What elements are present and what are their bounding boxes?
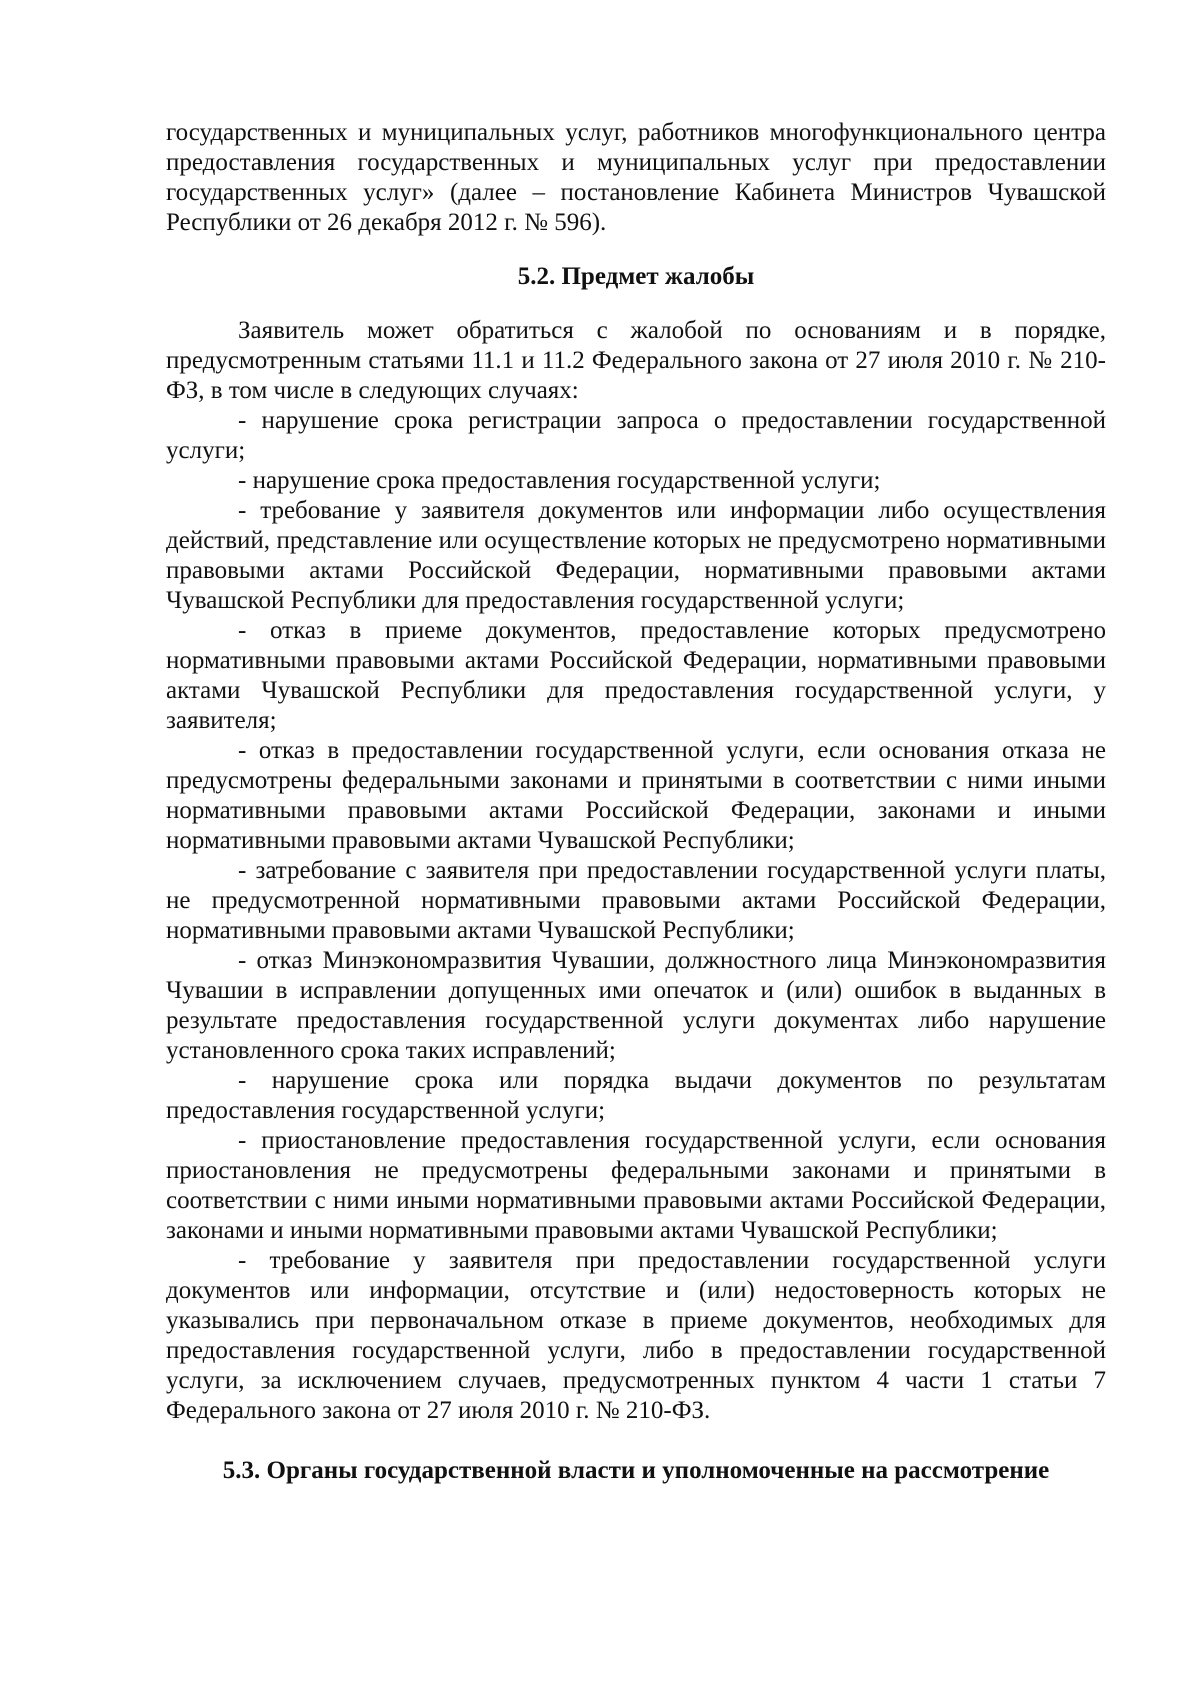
section-5-2-lead: Заявитель может обратиться с жалобой по основаниям и в порядке, предусмотренным статьями 11.1 и 11.2 Федерального закона от 27 июля 2010 г. № 210-ФЗ, в том числе в следующих случаях: [166,317,1106,404]
intro-paragraph: государственных и муниципальных услуг, работников многофункционального центра предоставления государственных и муниципальных услуг при предоставлении государственных услуг» (далее – постановление Кабинета Министров Чувашской Республики от 26 декабря 2012 г. № 596). [166,119,1106,236]
list-item: - отказ в предоставлении государственной услуги, если основания отказа не предусмотрены федеральными законами и принятыми в соответствии с ними иными нормативными правовыми актами Российской Федерации, законами и иными нормативными правовыми актами Чувашской Республики; [166,737,1106,854]
list-item: - нарушение срока или порядка выдачи документов по результатам предоставления государственной услуги; [166,1067,1106,1124]
section-5-2-heading: 5.2. Предмет жалобы [517,263,755,290]
list-item: - отказ Минэкономразвития Чувашии, должностного лица Минэкономразвития Чувашии в исправлении допущенных ими опечаток и (или) ошибок в выданных в результате предоставления государственной услуги документах либо нарушение установленного срока таких исправлений; [166,947,1106,1064]
list-item: - требование у заявителя документов или информации либо осуществления действий, представление или осуществление которых не предусмотрено нормативными правовыми актами Российской Федерации, нормативными правовыми актами Чувашской Республики для предоставления государственной услуги; [166,497,1106,614]
list-item: - требование у заявителя при предоставлении государственной услуги документов или информации, отсутствие и (или) недостоверность которых не указывались при первоначальном отказе в приеме документов, необходимых для предоставления государственной услуги, либо в предоставлении государственной услуги, за исключением случаев, предусмотренных пунктом 4 части 1 статьи 7 Федерального закона от 27 июля 2010 г. № 210-ФЗ. [166,1247,1106,1424]
list-item: - нарушение срока регистрации запроса о предоставлении государственной услуги; [166,407,1106,464]
list-item: - приостановление предоставления государственной услуги, если основания приостановления не предусмотрены федеральными законами и принятыми в соответствии с ними иными нормативными правовыми актами Российской Федерации, законами и иными нормативными правовыми актами Чувашской Республики; [166,1127,1106,1244]
list-item: - затребование с заявителя при предоставлении государственной услуги платы, не предусмотренной нормативными правовыми актами Российской Федерации, нормативными правовыми актами Чувашской Республики; [166,857,1106,944]
list-item: - нарушение срока предоставления государственной услуги; [238,467,881,494]
list-item: - отказ в приеме документов, предоставление которых предусмотрено нормативными правовыми актами Российской Федерации, нормативными правовыми актами Чувашской Республики для предоставления государственной услуги, у заявителя; [166,617,1106,734]
complaint-cases-list [166,406,1106,1426]
section-5-3-heading: 5.3. Органы государственной власти и уполномоченные на рассмотрение [222,1457,1050,1484]
document-page [166,118,1106,1486]
